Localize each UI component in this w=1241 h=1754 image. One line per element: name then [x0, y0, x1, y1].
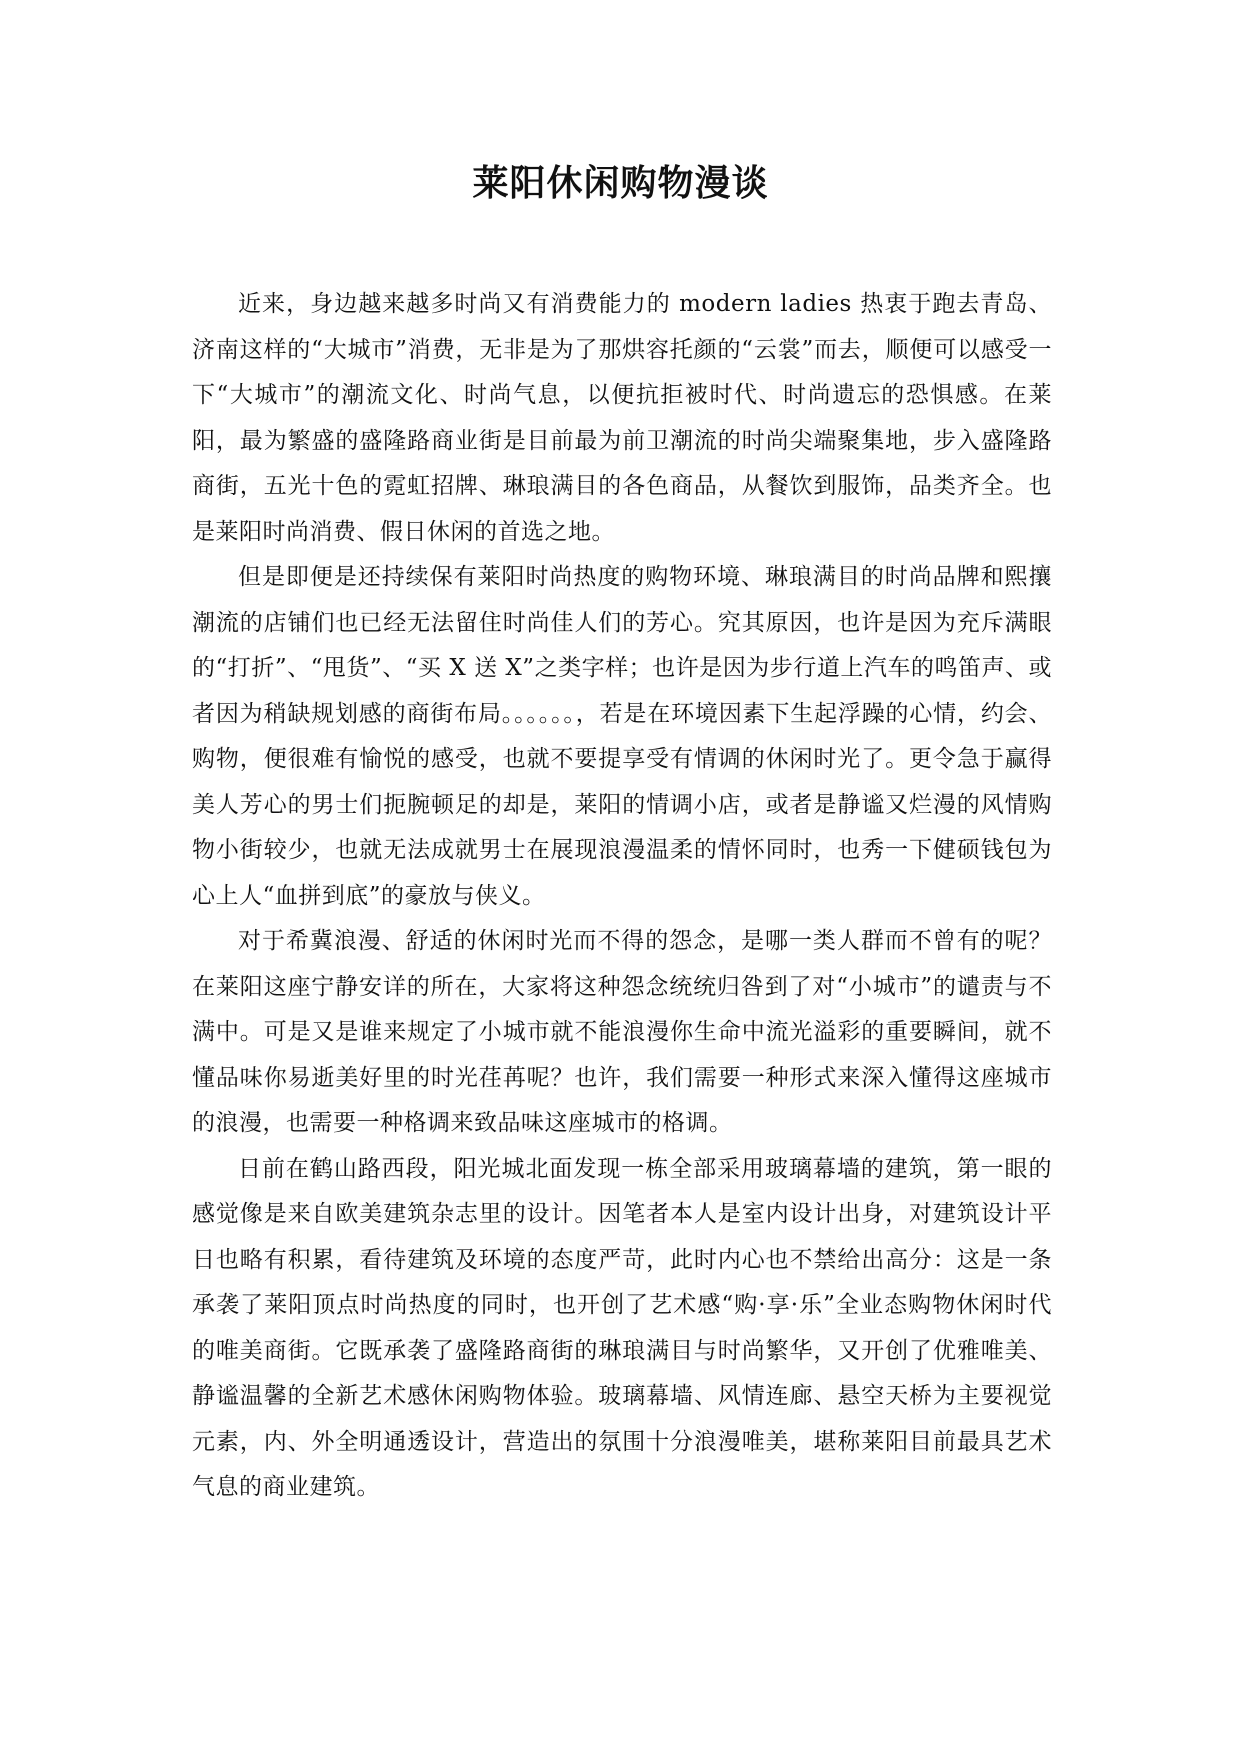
paragraph-1: 近来，身边越来越多时尚又有消费能力的 modern ladies 热衷于跑去青岛、济南这样的“大城市”消费，无非是为了那烘容托颜的“云裳”而去，顺便可以感受一下“大城市”的潮流文化、时尚气息，以便抗拒被时代、时尚遗忘的恐惧感。在莱阳，最为繁盛的盛隆路商业街是目前最为前卫潮流的时尚尖端聚集地，步入盛隆路商街，五光十色的霓虹招牌、琳琅满目的各色商品，从餐饮到服饰，品类齐全。也是莱阳时尚消费、假日休闲的首选之地。: [192, 291, 1052, 545]
document-body: [192, 282, 1052, 1511]
document-title: 莱阳休闲购物漫谈: [472, 163, 769, 204]
paragraph-4: 日前在鹤山路西段，阳光城北面发现一栋全部采用玻璃幕墙的建筑，第一眼的感觉像是来自欧美建筑杂志里的设计。因笔者本人是室内设计出身，对建筑设计平日也略有积累，看待建筑及环境的态度严苛，此时内心也不禁给出高分：这是一条承袭了莱阳顶点时尚热度的同时，也开创了艺术感“购·享·乐”全业态购物休闲时代的唯美商街。它既承袭了盛隆路商街的琳琅满目与时尚繁华，又开创了优雅唯美、静谧温馨的全新艺术感休闲购物体验。玻璃幕墙、风情连廊、悬空天桥为主要视觉元素，内、外全明通透设计，营造出的氛围十分浪漫唯美，堪称莱阳目前最具艺术气息的商业建筑。: [192, 1155, 1052, 1500]
paragraph-3: 对于希冀浪漫、舒适的休闲时光而不得的怨念，是哪一类人群而不曾有的呢？在莱阳这座宁静安详的所在，大家将这种怨念统统归咎到了对“小城市”的谴责与不满中。可是又是谁来规定了小城市就不能浪漫你生命中流光溢彩的重要瞬间，就不懂品味你易逝美好里的时光荏苒呢？也许，我们需要一种形式来深入懂得这座城市的浪漫，也需要一种格调来致品味这座城市的格调。: [192, 928, 1052, 1136]
paragraph-2: 但是即便是还持续保有莱阳时尚热度的购物环境、琳琅满目的时尚品牌和熙攘潮流的店铺们也已经无法留住时尚佳人们的芳心。究其原因，也许是因为充斥满眼的“打折”、“甩货”、“买 X 送 X”之类字样；也许是因为步行道上汽车的鸣笛声、或者因为稍缺规划感的商街布局。。。。。。，若是在环境因素下生起浮躁的心情，约会、购物，便很难有愉悦的感受，也就不要提享受有情调的休闲时光了。更令急于赢得美人芳心的男士们扼腕顿足的却是，莱阳的情调小店，或者是静谧又烂漫的风情购物小街较少，也就无法成就男士在展现浪漫温柔的情怀同时，也秀一下健硕钱包为心上人“血拼到底”的豪放与侠义。: [192, 564, 1052, 909]
